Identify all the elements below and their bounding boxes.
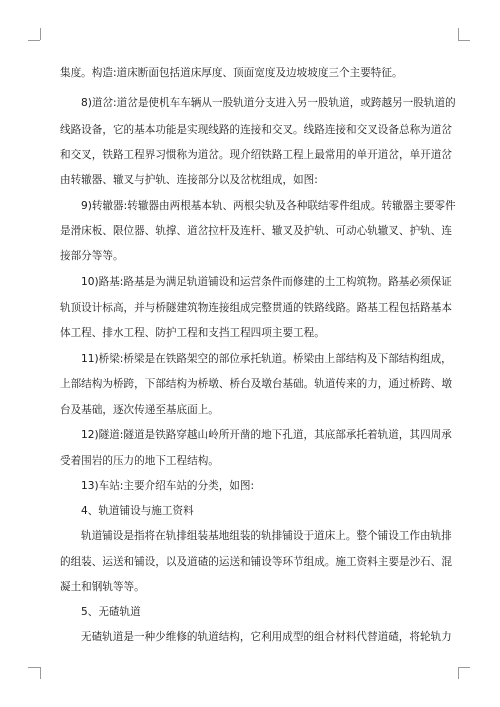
text-line: 凝土和钢轨等等。	[60, 581, 145, 593]
text-line: 轨顶设计标高，并与桥隧建筑物连接组成完整贯通的铁路线路。路基工程包括路基本	[60, 302, 452, 314]
text-line: 体工程、排水工程、防护工程和支挡工程四项主要工程。	[60, 327, 325, 339]
text-line: 11)桥梁:桥梁是在铁路架空的部位承托轨道。桥梁由上部结构及下部结构组成，	[81, 353, 452, 365]
text-line: 和交叉，铁路工程界习惯称为道岔。现介绍铁路工程上最常用的单开道岔，单开道岔	[60, 149, 452, 161]
text-line: 12)隧道:隧道是铁路穿越山岭所开凿的地下孔道，其底部承托着轨道，其四周承	[81, 429, 452, 441]
text-line: 13)车站:主要介绍车站的分类，如图:	[81, 480, 255, 492]
text-line: 由转辙器、辙叉与护轨、连接部分以及岔枕组成，如图:	[60, 174, 318, 186]
text-line: 接部分等等。	[60, 250, 124, 262]
text-line: 5、无碴轨道	[81, 606, 141, 618]
text-line: 线路设备，它的基本功能是实现线路的连接和交叉。线路连接和交叉设备总称为道岔	[60, 124, 452, 136]
text-line: 10)路基:路基是为满足轨道铺设和运营条件而修建的土工构筑物。路基必须保证	[81, 276, 452, 288]
text-line: 9)转辙器:转辙器由两根基本轨、两根尖轨及各种联结零件组成。转辙器主要零件	[81, 200, 456, 212]
text-line: 轨道铺设是指将在轨排组装基地组装的轨排铺设于道床上。整个铺设工作由轨排	[81, 530, 452, 542]
text-line: 上部结构为桥跨，下部结构为桥墩、桥台及墩台基础。轨道传来的力，通过桥跨、墩	[60, 378, 452, 390]
text-line: 8)道岔:道岔是使机车车辆从一股轨道分支进入另一股轨道，或跨越另一股轨道的	[81, 97, 456, 109]
text-line: 无碴轨道是一种少维修的轨道结构，它利用成型的组合材料代替道碴，将轮轨力	[81, 631, 452, 643]
text-line: 台及基础，逐次传递至基底面上。	[60, 404, 219, 416]
text-line: 受着围岩的压力的地下工程结构。	[60, 455, 219, 467]
text-line: 集度。构造:道床断面包括道床厚度、顶面宽度及边坡坡度三个主要特征。	[60, 67, 403, 79]
text-line: 的组装、运送和铺设，以及道碴的运送和铺设等环节组成。施工资料主要是沙石、混	[60, 556, 452, 568]
text-line: 是滑床板、限位器、轨撑、道岔拉杆及连杆、辙叉及护轨、可动心轨辙叉、护轨、连	[60, 225, 452, 237]
text-line: 4、轨道铺设与施工资料	[81, 505, 194, 517]
